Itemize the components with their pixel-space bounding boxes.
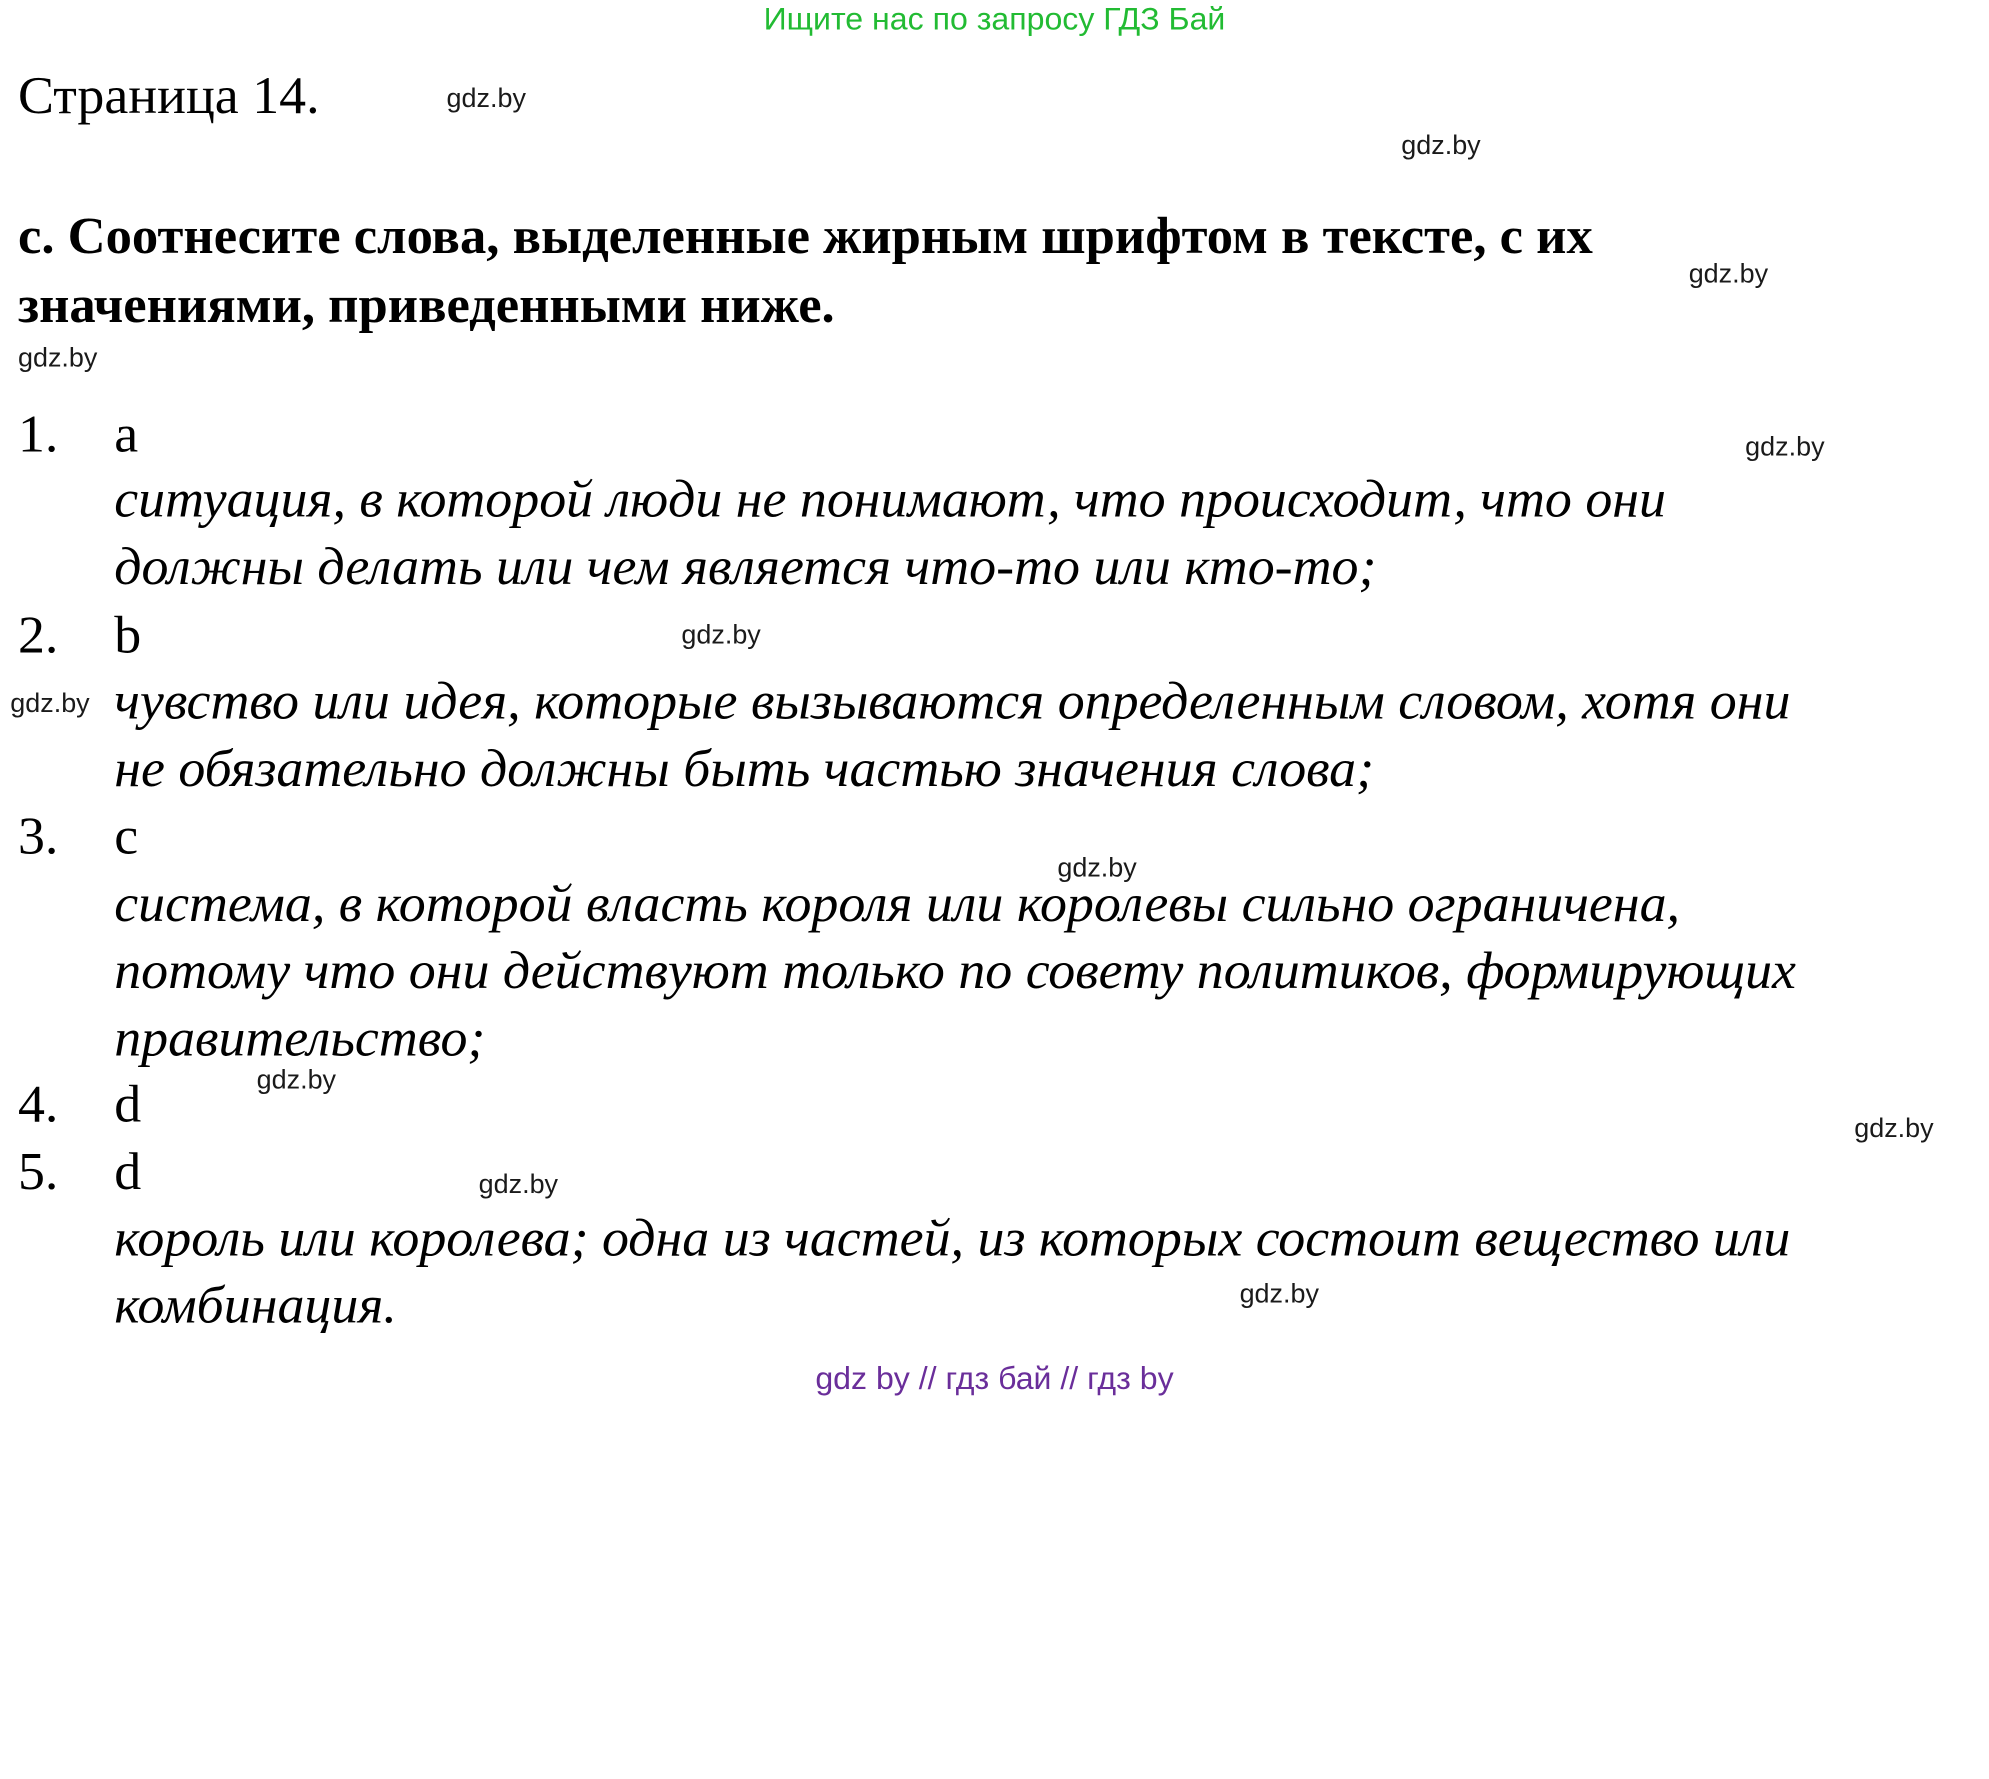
watermark: gdz.by [1854,1114,1934,1144]
answer-number-1: 1. [17,405,59,465]
footer-links: gdz by // гдз бай // гдз by [815,1360,1174,1397]
answer-letter-1: a [114,405,139,465]
answer-letter-3: c [114,807,139,867]
definition-2-line-2: не обязательно должны быть частью значения слова; [114,740,1375,799]
definition-3-line-3: правительство; [114,1009,486,1069]
watermark: gdz.by [478,1170,559,1200]
answer-number-3: 3. [17,807,59,867]
watermark: gdz.by [446,83,526,114]
search-hint: Ищите нас по запросу ГДЗ Бай [763,1,1226,37]
answer-number-2: 2. [17,606,59,666]
definition-1-line-2: должны делать или чем является что-то или кто-то; [114,537,1377,597]
watermark: gdz.by [681,620,761,650]
definition-5-line-1: король или королева; одна из частей, из которых состоит вещество или [114,1209,1791,1268]
watermark: gdz.by [1745,432,1825,462]
watermark: gdz.by [1401,130,1481,161]
watermark: gdz.by [256,1065,337,1096]
watermark: gdz.by [10,689,90,719]
definition-5-line-2: комбинация. [114,1276,397,1336]
definition-2-line-1: чувство или идея, которые вызываются определенным словом, хотя они [114,672,1791,732]
answer-number-5: 5. [17,1143,59,1202]
definition-3-line-2: потому что они действуют только по совету политиков, формирующих [114,942,1796,1001]
task-heading-line-1: c. Соотнесите слова, выделенные жирным шрифтом в тексте, с их [17,206,1593,265]
answer-letter-5: d [114,1143,142,1202]
task-heading-line-2: значениями, приведенными ниже. [17,274,835,334]
answer-letter-2: b [114,606,142,666]
watermark: gdz.by [17,343,98,373]
answer-letter-4: d [114,1075,142,1135]
watermark: gdz.by [1239,1279,1319,1309]
watermark: gdz.by [1688,259,1769,289]
answer-number-4: 4. [17,1075,59,1135]
definition-3-line-1: система, в которой власть короля или королевы сильно ограничена, [114,874,1681,934]
definition-1-line-1: ситуация, в которой люди не понимают, что происходит, что они [114,470,1666,530]
watermark: gdz.by [1057,853,1137,883]
page-title: Страница 14. [17,67,320,126]
